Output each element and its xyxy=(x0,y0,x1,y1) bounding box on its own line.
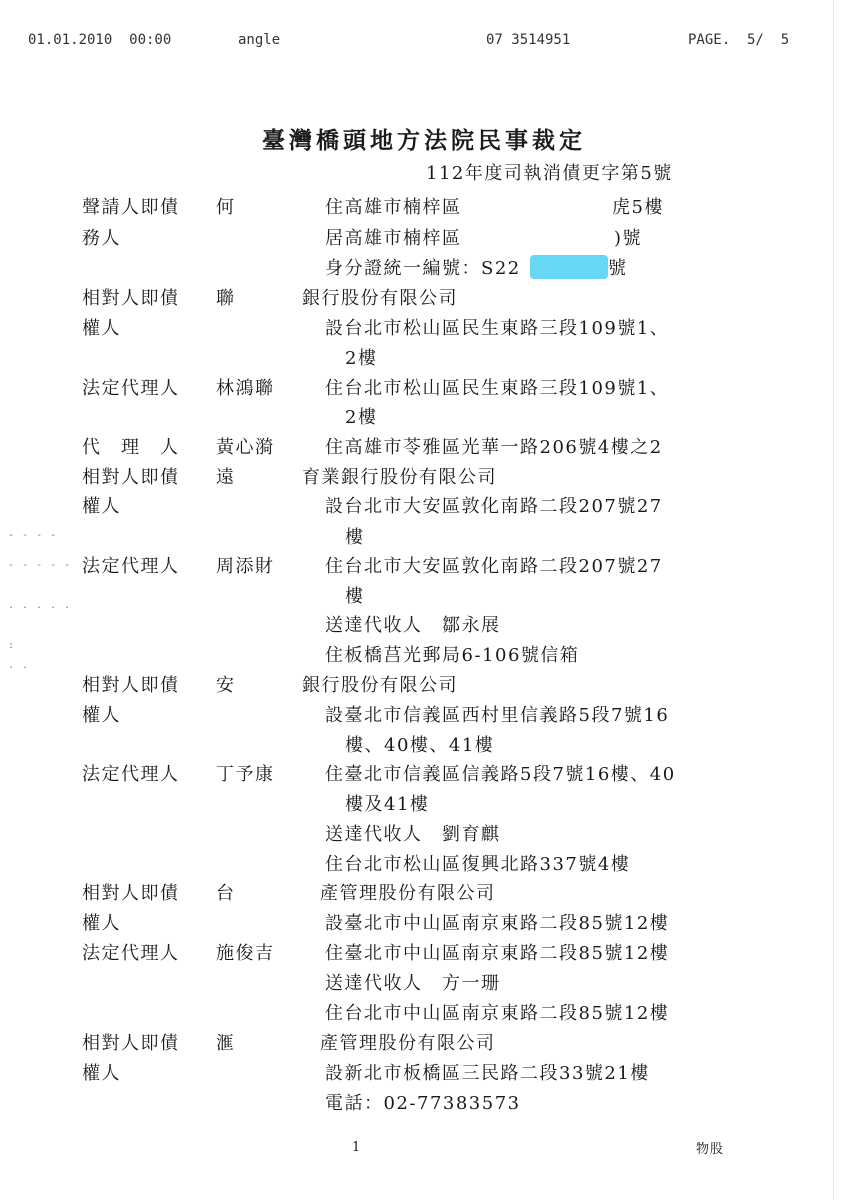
party-label: 相對人即債 xyxy=(82,467,180,488)
party-label: 法定代理人 xyxy=(82,764,180,785)
party-address: 育業銀行股份有限公司 xyxy=(302,467,497,488)
scan-edge-line xyxy=(833,0,834,1200)
party-name: 黃心漪 xyxy=(216,437,275,458)
address-continuation: 樓及41樓 xyxy=(345,794,430,815)
party-name: 林鴻聯 xyxy=(216,378,275,399)
party-label: 法定代理人 xyxy=(82,943,180,964)
party-label: 法定代理人 xyxy=(82,378,180,399)
party-address: 住高雄市楠梓區 xyxy=(325,197,462,218)
party-address: 設台北市大安區敦化南路二段207號27 xyxy=(325,496,663,517)
service-address: 住板橋莒光郵局6-106號信箱 xyxy=(325,645,580,666)
party-name: 台 xyxy=(216,883,236,904)
scan-artifact: . . . . . xyxy=(8,600,72,611)
party-label: 相對人即債 xyxy=(82,675,180,696)
party-address: 銀行股份有限公司 xyxy=(302,675,458,696)
party-name: 聯 xyxy=(216,288,236,309)
party-name: 丁予康 xyxy=(216,764,275,785)
fax-page: PAGE. 5/ 5 xyxy=(688,32,790,48)
scan-artifact: . . xyxy=(8,660,30,671)
address-continuation: 樓 xyxy=(345,586,365,607)
address-continuation: 樓、40樓、41樓 xyxy=(345,735,495,756)
party-address: 住臺北市信義區信義路5段7號16樓、40 xyxy=(325,764,676,785)
party-name: 周添財 xyxy=(216,556,275,577)
party-label: 權人 xyxy=(82,913,121,934)
party-label: 權人 xyxy=(82,496,121,517)
party-name: 遠 xyxy=(216,467,236,488)
party-label: 聲請人即債 xyxy=(82,197,180,218)
case-number: 112年度司執消債更字第5號 xyxy=(426,163,673,184)
address-tail: 虎5樓 xyxy=(612,197,664,218)
party-address: 設新北市板橋區三民路二段33號21樓 xyxy=(325,1063,650,1084)
id-number: 身分證統一編號：S22 xyxy=(325,258,521,279)
service-agent: 送達代收人 劉育麒 xyxy=(325,824,501,845)
service-address: 住台北市松山區復興北路337號4樓 xyxy=(325,854,631,875)
phone-number: 電話：02-77383573 xyxy=(325,1093,521,1114)
service-agent: 送達代收人 鄒永展 xyxy=(325,615,501,636)
party-name: 施俊吉 xyxy=(216,943,275,964)
party-address: 設臺北市中山區南京東路二段85號12樓 xyxy=(325,913,670,934)
party-address: 住高雄市苓雅區光華一路206號4樓之2 xyxy=(325,437,663,458)
party-address: 住台北市松山區民生東路三段109號1、 xyxy=(325,378,670,399)
party-name: 安 xyxy=(216,675,236,696)
fax-phone: 07 3514951 xyxy=(486,32,571,48)
document-title: 臺灣橋頭地方法院民事裁定 xyxy=(262,127,586,154)
party-address: 產管理股份有限公司 xyxy=(320,1033,496,1054)
address-continuation: 樓 xyxy=(345,527,365,548)
party-address: 設台北市松山區民生東路三段109號1、 xyxy=(325,318,670,339)
party-label: 權人 xyxy=(82,705,121,726)
party-address: 設臺北市信義區西村里信義路5段7號16 xyxy=(325,705,670,726)
scan-artifact: : xyxy=(8,640,16,651)
party-label: 務人 xyxy=(82,228,121,249)
address-continuation: 2樓 xyxy=(345,348,378,369)
party-name: 滙 xyxy=(216,1033,236,1054)
party-address: 居高雄市楠梓區 xyxy=(325,228,462,249)
party-address: 住臺北市中山區南京東路二段85號12樓 xyxy=(325,943,670,964)
party-label: 相對人即債 xyxy=(82,288,180,309)
redaction-mark xyxy=(530,255,608,279)
party-label: 相對人即債 xyxy=(82,883,180,904)
fax-datetime: 01.01.2010 00:00 xyxy=(28,32,172,48)
party-address: 產管理股份有限公司 xyxy=(320,883,496,904)
division-label: 物股 xyxy=(696,1142,725,1157)
service-agent: 送達代收人 方一珊 xyxy=(325,973,501,994)
scan-artifact: - - - - - xyxy=(8,560,72,571)
party-label: 代 理 人 xyxy=(82,437,180,458)
party-name: 何 xyxy=(216,197,236,218)
address-tail: 號 xyxy=(608,258,628,279)
page-number: 1 xyxy=(352,1140,361,1155)
fax-sender: angle xyxy=(238,32,281,48)
address-tail: )號 xyxy=(614,228,643,249)
party-label: 權人 xyxy=(82,1063,121,1084)
address-continuation: 2樓 xyxy=(345,407,378,428)
party-label: 相對人即債 xyxy=(82,1033,180,1054)
service-address: 住台北市中山區南京東路二段85號12樓 xyxy=(325,1003,670,1024)
scan-artifact: - - - - xyxy=(8,530,58,541)
party-label: 權人 xyxy=(82,318,121,339)
party-address: 銀行股份有限公司 xyxy=(302,288,458,309)
party-address: 住台北市大安區敦化南路二段207號27 xyxy=(325,556,663,577)
party-label: 法定代理人 xyxy=(82,556,180,577)
